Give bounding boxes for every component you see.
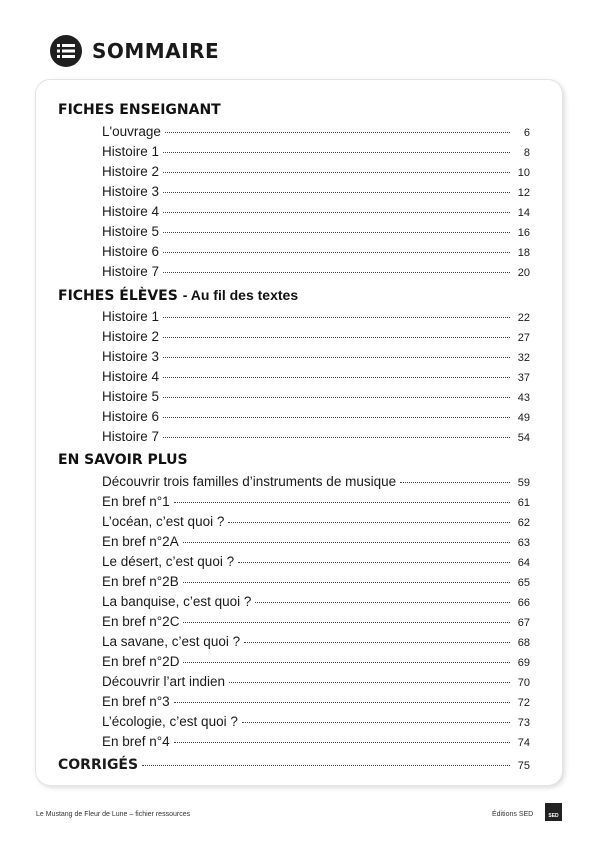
page-title: SOMMAIRE (92, 39, 220, 63)
toc-entry[interactable]: En bref n°4 74 (102, 734, 530, 749)
toc-entry[interactable]: Histoire 1 22 (102, 309, 530, 324)
toc-entry[interactable]: Histoire 2 10 (102, 164, 530, 179)
toc-entry[interactable]: Histoire 5 43 (102, 389, 530, 404)
toc-entry[interactable]: L’écologie, c’est quoi ? 73 (102, 714, 530, 729)
toc-entry[interactable]: En bref n°2D 69 (102, 654, 530, 669)
toc-entry[interactable]: Découvrir trois familles d’instruments de musique 59 (102, 474, 530, 489)
footer-book-title: Le Mustang de Fleur de Lune – fichier ressources (36, 811, 191, 818)
toc-entry[interactable]: En bref n°2A 63 (102, 534, 530, 549)
toc-entry[interactable]: L'ouvrage 6 (102, 124, 530, 139)
toc-entry[interactable]: En bref n°1 61 (102, 494, 530, 509)
toc-entry[interactable]: En bref n°2B 65 (102, 574, 530, 589)
toc-entry[interactable]: Histoire 4 14 (102, 204, 530, 219)
list-icon (50, 35, 82, 67)
toc-entry[interactable]: L’océan, c’est quoi ? 62 (102, 514, 530, 529)
publisher-logo: SED (545, 803, 562, 821)
page-header (50, 33, 219, 69)
toc-entry[interactable]: Découvrir l’art indien 70 (102, 674, 530, 689)
toc-entry[interactable]: Histoire 5 16 (102, 224, 530, 239)
toc-entry[interactable]: La savane, c’est quoi ? 68 (102, 634, 530, 649)
toc-entry[interactable]: En bref n°2C 67 (102, 614, 530, 629)
section-heading-en-savoir-plus: EN SAVOIR PLUS (58, 452, 188, 468)
toc-entry[interactable]: Histoire 6 49 (102, 409, 530, 424)
toc-entry[interactable]: Histoire 7 54 (102, 429, 530, 444)
toc-entry[interactable]: Histoire 6 18 (102, 244, 530, 259)
toc-entry[interactable]: Histoire 1 8 (102, 144, 530, 159)
toc-entry[interactable]: Histoire 2 27 (102, 329, 530, 344)
section-subheading: - Au fil des textes (182, 287, 299, 303)
footer-publisher: Éditions SED (492, 811, 534, 818)
toc-entry[interactable]: Histoire 7 20 (102, 264, 530, 279)
section-heading-fiches-eleves: FICHES ÉLÈVES - Au fil des textes (58, 287, 299, 304)
toc-entry[interactable]: En bref n°3 72 (102, 694, 530, 709)
toc-entry[interactable]: Histoire 4 37 (102, 369, 530, 384)
section-heading-fiches-enseignant: FICHES ENSEIGNANT (58, 102, 221, 118)
toc-entry[interactable]: Histoire 3 12 (102, 184, 530, 199)
toc-entry[interactable]: Histoire 3 32 (102, 349, 530, 364)
toc-entry-corriges[interactable]: CORRIGÉS 75 (58, 757, 530, 773)
toc-entry[interactable]: Le désert, c’est quoi ? 64 (102, 554, 530, 569)
toc-entry[interactable]: La banquise, c’est quoi ? 66 (102, 594, 530, 609)
